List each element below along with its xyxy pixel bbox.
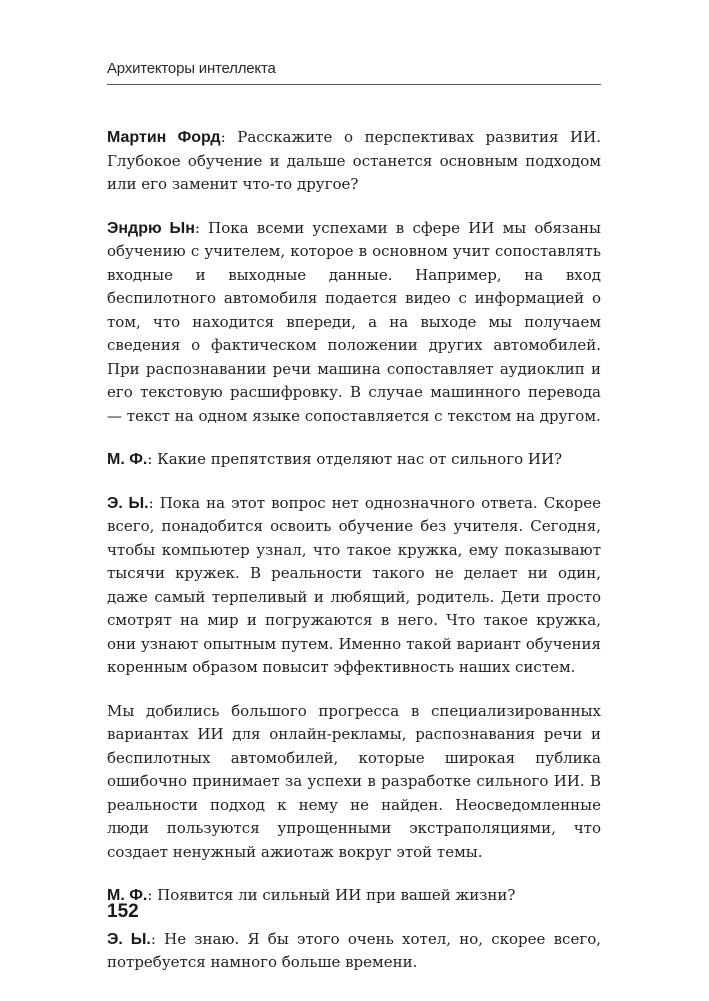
paragraph-7 (107, 928, 601, 975)
speaker-name: Эндрю Ын (107, 219, 195, 237)
page-body (107, 126, 601, 995)
paragraph-text: : Расскажите о перспективах развития ИИ. Глубокое обучение и дальше останется основным подходом или его заменит что-то другое? (107, 128, 601, 193)
paragraph-text: : Появится ли сильный ИИ при вашей жизни? (147, 886, 516, 904)
speaker-name: Мартин Форд (107, 129, 221, 146)
paragraph-text: : Какие препятствия отделяют нас от сильного ИИ? (147, 450, 563, 468)
running-header: Архитекторы интеллекта (107, 60, 276, 77)
paragraph-text: : Пока на этот вопрос нет однозначного ответа. Скорее всего, понадобится освоить обучение без учителя. Сегодня, чтобы компьютер узнал, что такое кружка, ему показывают тысячи кружек. В реальности такого не делает ни один, даже самый терпеливый и любящий, родитель. Дети просто смотрят на мир и погружаются в него. Что такое кружка, они узнают опытным путем. Именно такой вариант обучения коренным образом повысит эффективность наших систем. (107, 493, 601, 676)
paragraph-text: Мы добились большого прогресса в специализированных вариантах ИИ для онлайн-рекламы, распознавания речи и беспилотных автомобилей, которые широкая публика ошибочно принимает за успехи в разработке сильного ИИ. В реальности подход к нему не найден. Неосведомленные люди пользуются упрощенными экстраполяциями, что создает ненужный ажиотаж вокруг этой темы. (107, 701, 601, 861)
paragraph-text: : Пока всеми успехами в сфере ИИ мы обязаны обучению с учителем, которое в основном учит сопоставлять входные и выходные данные. Например, на вход беспилотного автомобиля подается видео с информацией о том, что находится впереди, а на выходе мы получаем сведения о фактическом положении других автомобилей. При распознавании речи машина сопоставляет аудиоклип и его текстовую расшифровку. В случае машинного перевода — текст на одном языке сопоставляется с текстом на другом. (107, 218, 601, 425)
paragraph-5 (107, 700, 601, 865)
paragraph-6 (107, 884, 601, 908)
speaker-name: Э. Ы. (107, 930, 151, 948)
header-rule (107, 84, 601, 85)
paragraph-2 (107, 217, 601, 429)
paragraph-3 (107, 448, 601, 472)
speaker-name: Э. Ы. (107, 494, 149, 512)
page-number: 152 (107, 901, 139, 922)
paragraph-1 (107, 126, 601, 197)
paragraph-text: : Не знаю. Я бы этого очень хотел, но, скорее всего, потребуется намного больше времени. (107, 929, 601, 971)
speaker-name: М. Ф. (107, 451, 148, 468)
speaker-name: М. Ф. (107, 887, 148, 904)
paragraph-4 (107, 492, 601, 680)
